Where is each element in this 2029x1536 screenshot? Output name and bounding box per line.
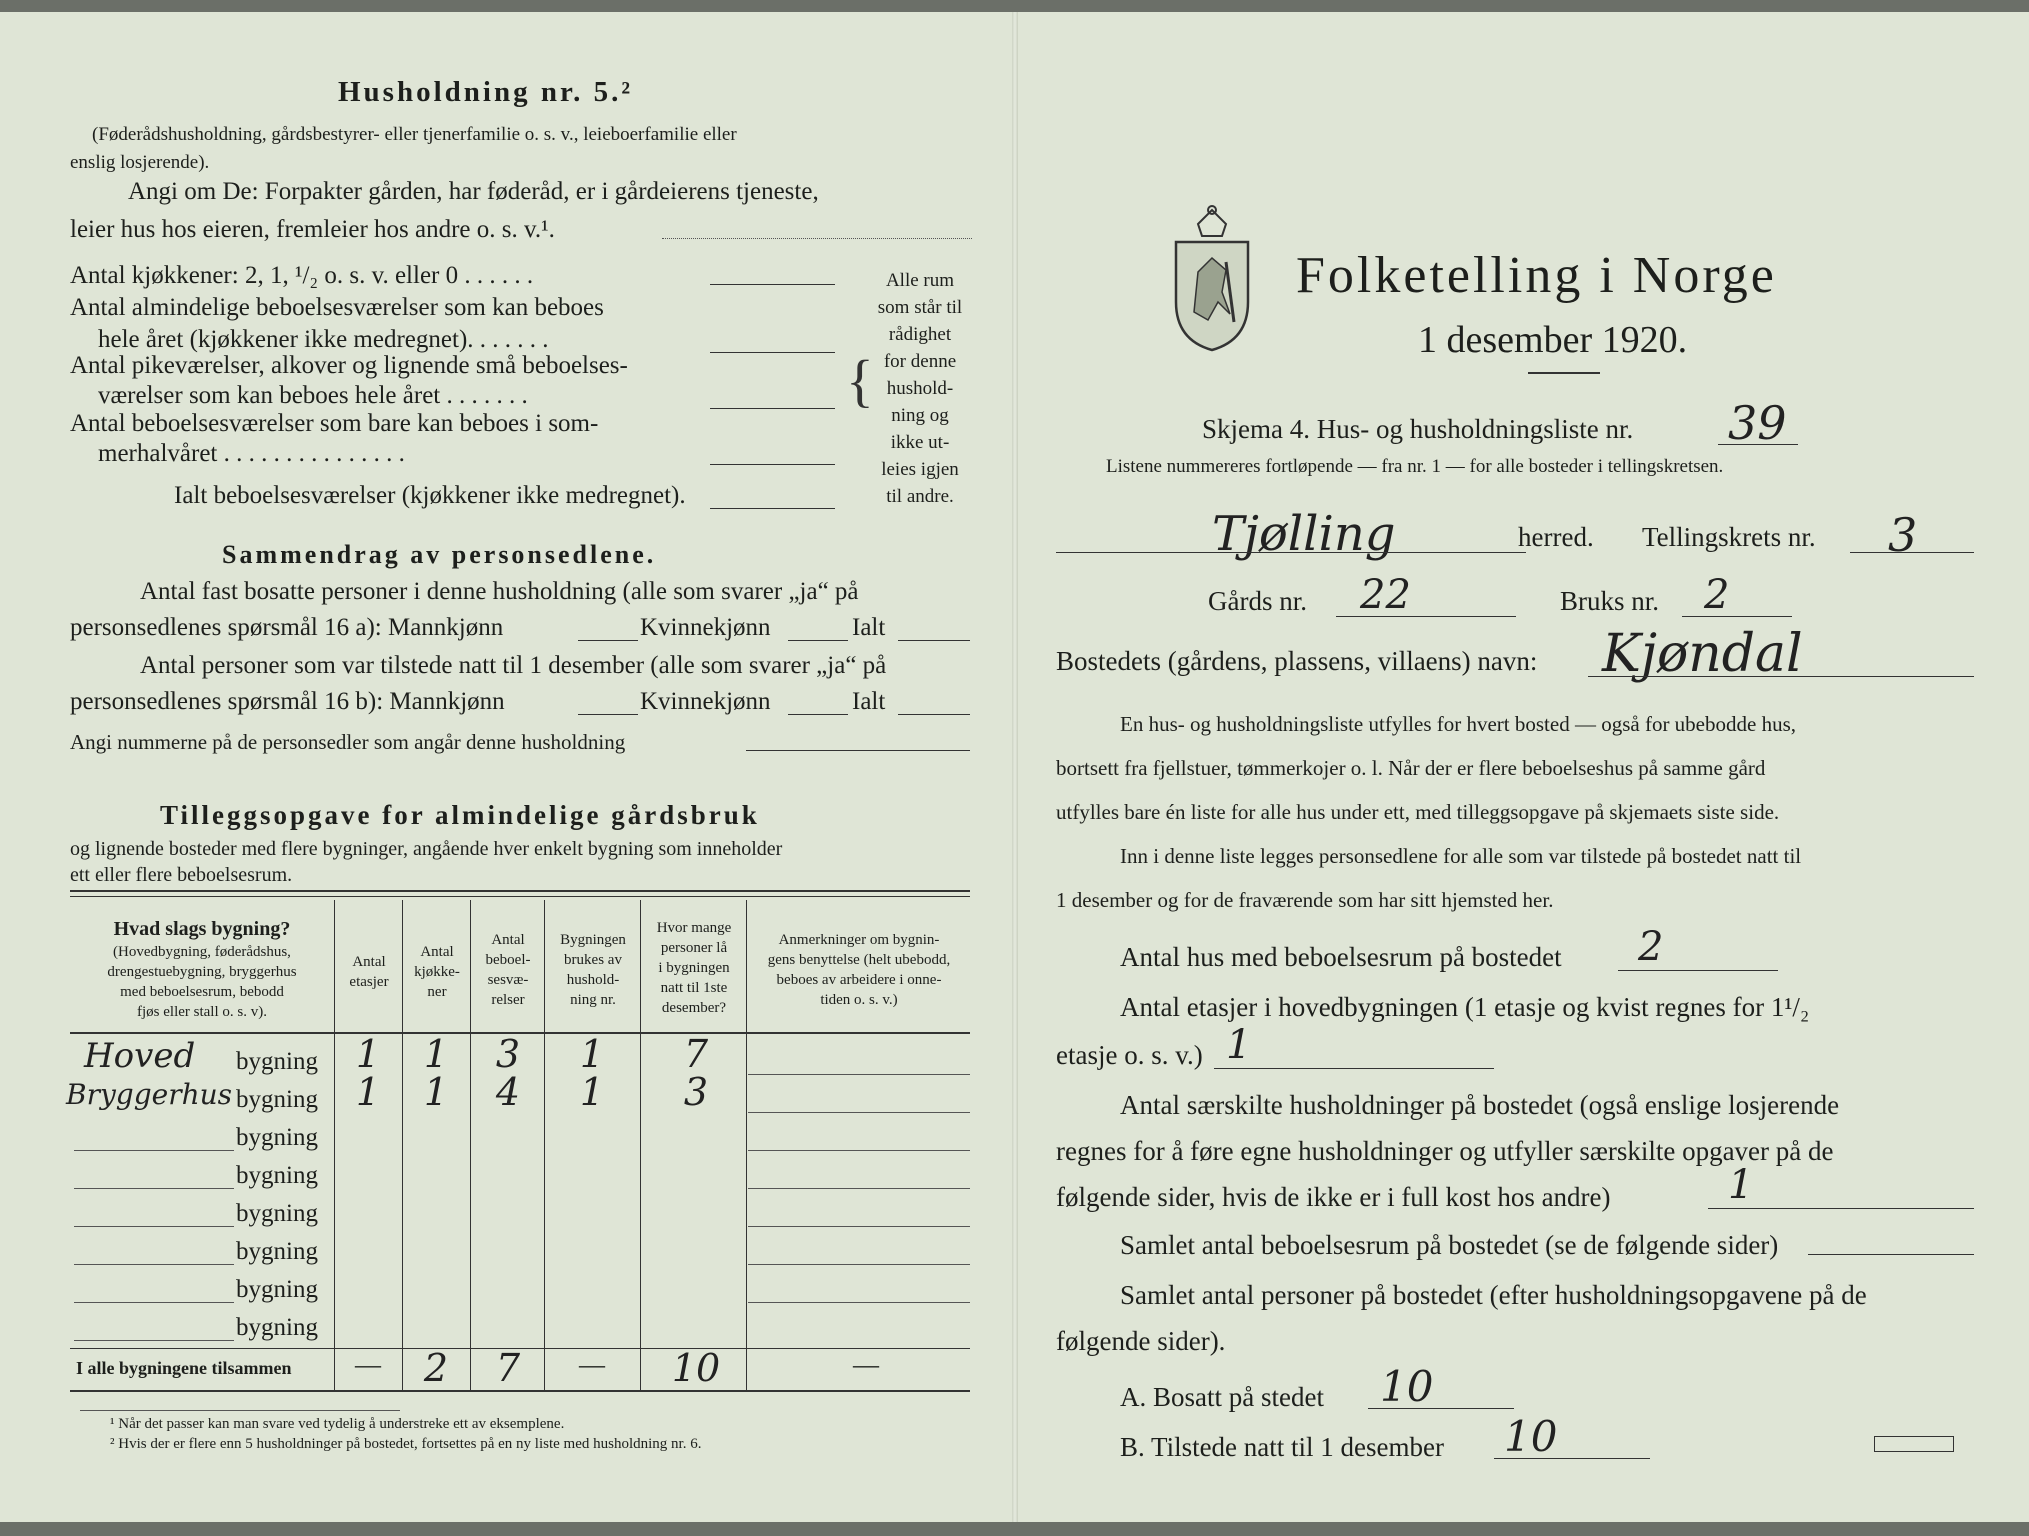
- cell-anmerkning-line[interactable]: [748, 1074, 970, 1075]
- cell-anmerkning-line[interactable]: [748, 1150, 970, 1151]
- row-building-name: Bryggerhus: [66, 1078, 233, 1111]
- q3a: Antal særskilte husholdninger på bostedet (også enslige losjerende: [1120, 1090, 1840, 1120]
- qb-value[interactable]: 10: [1504, 1412, 1558, 1461]
- cell-rom[interactable]: 4: [495, 1070, 521, 1114]
- q2b: etasje o. s. v.): [1056, 1040, 1203, 1070]
- left-page: [0, 12, 1012, 1522]
- cell-personer[interactable]: 3: [683, 1070, 709, 1114]
- row-building-suffix: bygning: [236, 1200, 318, 1227]
- gards-value[interactable]: 22: [1360, 572, 1411, 618]
- brace-note-line: ikke ut-: [890, 432, 950, 453]
- summary-1-ialt: Ialt: [852, 614, 886, 641]
- qa-line: [1368, 1408, 1514, 1409]
- cell-husholdning[interactable]: 1: [579, 1032, 605, 1076]
- row-building-suffix: bygning: [236, 1124, 318, 1151]
- col-head-line: natt til 1ste: [660, 980, 728, 996]
- col-head-line: Antal: [420, 944, 454, 960]
- cell-husholdning[interactable]: 1: [579, 1070, 605, 1114]
- angi-line-1: Angi om De: Forpakter gården, har føderåd, er i gårdeierens tjeneste,: [128, 178, 819, 205]
- q1-line: [1618, 970, 1778, 971]
- row-name-line[interactable]: [74, 1150, 234, 1151]
- rooms-total-answer-line[interactable]: [710, 508, 835, 509]
- kitchen-answer-line[interactable]: [710, 284, 835, 285]
- brace-note-line: leies igjen: [881, 459, 959, 480]
- q3-line: [1708, 1208, 1974, 1209]
- bruks-label: Bruks nr.: [1560, 586, 1660, 616]
- col-head-building-line: (Hovedbygning, føderådshus,: [113, 944, 291, 960]
- sum1-mann-line[interactable]: [578, 640, 638, 641]
- row-name-line[interactable]: [74, 1226, 234, 1227]
- row-name-line[interactable]: [74, 1264, 234, 1265]
- col-head-line: sesvæ-: [487, 972, 529, 988]
- col-head-line: beboel-: [485, 952, 531, 968]
- angi-answer-line[interactable]: [662, 238, 972, 239]
- cell-anmerkning-line[interactable]: [748, 1112, 970, 1113]
- skjema-number-line: [1718, 444, 1798, 445]
- bosted-line: [1588, 676, 1974, 677]
- qa-value[interactable]: 10: [1380, 1362, 1434, 1411]
- skjema-number[interactable]: 39: [1728, 396, 1787, 450]
- total-label: I alle bygningene tilsammen: [76, 1358, 292, 1378]
- info-2: bortsett fra fjellstuer, tømmerkojer o. l. Når der er flere beboelseshus på samme gård: [1056, 756, 1766, 780]
- summary-2b: personsedlenes spørsmål 16 b): Mannkjønn: [70, 688, 505, 715]
- col-head-building-title: Hvad slags bygning?: [113, 918, 291, 940]
- coat-of-arms-icon: [1168, 202, 1256, 357]
- col-head-line: brukes av: [564, 952, 622, 968]
- right-page: [1018, 12, 2029, 1522]
- total-rom[interactable]: 7: [495, 1346, 521, 1390]
- cell-etasjer[interactable]: 1: [355, 1032, 381, 1076]
- total-husholdning[interactable]: —: [579, 1350, 605, 1379]
- cell-kjokken[interactable]: 1: [423, 1032, 449, 1076]
- col-head-rom: [472, 930, 544, 1010]
- col-head-line: Hvor mange: [656, 920, 732, 936]
- row-building-suffix: bygning: [236, 1238, 318, 1265]
- household-title: Husholdning nr. 5.²: [338, 76, 634, 108]
- brace-note-line: Alle rum: [885, 270, 955, 291]
- col-head-kjokken: [404, 942, 470, 1002]
- title-rule: [1528, 372, 1600, 374]
- summary-3: Angi nummerne på de personsedler som angår denne husholdning: [70, 730, 626, 754]
- summary-1-kvinne: Kvinnekjønn: [640, 614, 771, 641]
- total-anmerkning[interactable]: —: [853, 1350, 879, 1379]
- q4: Samlet antal beboelsesrum på bostedet (se de følgende sider): [1120, 1230, 1779, 1260]
- row-building-suffix: bygning: [236, 1086, 318, 1113]
- info-3: utfylles bare én liste for alle hus under ett, med tilleggsopgave på skjemaets siste side.: [1056, 800, 1780, 824]
- sum2-kvinne-line[interactable]: [788, 714, 848, 715]
- household-note-1: (Føderådshusholdning, gårdsbestyrer- eller tjenerfamilie o. s. v., leieboerfamilie eller: [92, 124, 737, 145]
- col-head-line: gens benyttelse (helt ubebodd,: [767, 952, 951, 968]
- qb-line: [1494, 1458, 1650, 1459]
- cell-rom[interactable]: 3: [495, 1032, 521, 1076]
- cell-anmerkning-line[interactable]: [748, 1264, 970, 1265]
- col-head-line: kjøkke-: [414, 964, 460, 980]
- rooms-2-answer-line[interactable]: [710, 408, 835, 409]
- q3b: regnes for å føre egne husholdninger og utfyller særskilte opgaver på de: [1056, 1136, 1834, 1166]
- sum3-line[interactable]: [746, 750, 970, 751]
- col-head-line: Anmerkninger om bygnin-: [778, 932, 940, 948]
- q2a: Antal etasjer i hovedbygningen (1 etasje og kvist regnes for 1¹/₂: [1120, 992, 1810, 1022]
- footnote-2: ² Hvis der er flere enn 5 husholdninger på bostedet, fortsettes på en ny liste med husholdning nr. 6.: [110, 1436, 702, 1452]
- table-col-divider: [746, 900, 747, 1390]
- col-head-line: Antal: [491, 932, 525, 948]
- form-title: Folketelling i Norge: [1296, 247, 1777, 304]
- col-head-line: relser: [491, 992, 525, 1008]
- summary-2-kvinne: Kvinnekjønn: [640, 688, 771, 715]
- listene-note: Listene nummereres fortløpende — fra nr. 1 — for alle bosteder i tellingskretsen.: [1106, 456, 1724, 477]
- table-col-divider: [544, 900, 545, 1390]
- summary-2-ialt: Ialt: [852, 688, 886, 715]
- summary-2a: Antal personer som var tilstede natt til 1 desember (alle som svarer „ja“ på: [140, 652, 887, 679]
- rooms-3a: Antal beboelsesværelser som bare kan beboes i som-: [70, 410, 599, 437]
- info-4: Inn i denne liste legges personsedlene for alle som var tilstede på bostedet natt til: [1120, 844, 1802, 868]
- rooms-1-answer-line[interactable]: [710, 352, 835, 353]
- cell-kjokken[interactable]: 1: [423, 1070, 449, 1114]
- rooms-1a: Antal almindelige beboelsesværelser som kan beboes: [70, 294, 604, 321]
- extra-line-1: og lignende bosteder med flere bygninger, angående hver enkelt bygning som inneholder: [70, 838, 783, 860]
- angi-line-2: leier hus hos eieren, fremleier hos andre o. s. v.¹.: [70, 216, 555, 243]
- footnote-rule: [80, 1410, 400, 1411]
- bosted-value[interactable]: Kjøndal: [1602, 624, 1803, 684]
- col-head-building: [72, 916, 332, 1022]
- q5a: Samlet antal personer på bostedet (efter husholdningsopgavene på de: [1120, 1280, 1867, 1310]
- brace-note-line: ning og: [891, 405, 949, 426]
- krets-line: [1850, 552, 1974, 553]
- bruks-line: [1682, 616, 1792, 617]
- row-name-line[interactable]: [74, 1188, 234, 1189]
- table-col-divider: [334, 900, 335, 1390]
- q3-value[interactable]: 1: [1728, 1162, 1754, 1208]
- footnote-1: ¹ Når det passer kan man svare ved tydelig å understreke ett av eksemplene.: [110, 1416, 565, 1432]
- col-head-anmerkninger: [748, 930, 970, 1010]
- info-5: 1 desember og for de fraværende som har sitt hjemsted her.: [1056, 888, 1554, 912]
- cell-anmerkning-line[interactable]: [748, 1226, 970, 1227]
- q1-label: Antal hus med beboelsesrum på bostedet: [1120, 942, 1562, 972]
- extra-line-2: ett eller flere beboelsesrum.: [70, 864, 293, 886]
- bosted-label: Bostedets (gårdens, plassens, villaens) navn:: [1056, 646, 1538, 676]
- q1-value[interactable]: 2: [1638, 924, 1664, 970]
- skjema-label: Skjema 4. Hus- og husholdningsliste nr.: [1202, 414, 1634, 444]
- col-head-etasjer: [336, 952, 402, 992]
- brace-note-line: som står til: [877, 297, 963, 318]
- q3c: følgende sider, hvis de ikke er i full kost hos andre): [1056, 1182, 1611, 1212]
- total-kjokken[interactable]: 2: [423, 1346, 449, 1390]
- row-building-suffix: bygning: [236, 1162, 318, 1189]
- brace-note-line: til andre.: [886, 486, 954, 507]
- herred-label: herred.: [1518, 522, 1594, 552]
- sum2-ialt-line[interactable]: [898, 714, 970, 715]
- rooms-3-answer-line[interactable]: [710, 464, 835, 465]
- total-personer[interactable]: 10: [671, 1346, 721, 1390]
- brace-glyph: {: [846, 348, 874, 413]
- kitchen-label: Antal kjøkkener: 2, 1, ¹/₂ o. s. v. eller 0 . . . . . .: [70, 262, 534, 289]
- col-head-line: etasjer: [349, 974, 389, 990]
- col-head-building-line: drengestuebygning, bryggerhus: [107, 964, 297, 980]
- col-head-personer: [642, 918, 746, 1018]
- row-building-suffix: bygning: [236, 1314, 318, 1341]
- row-building-suffix: bygning: [236, 1276, 318, 1303]
- q2-line: [1214, 1068, 1494, 1069]
- brace-note: [870, 267, 970, 510]
- q2-value[interactable]: 1: [1226, 1022, 1252, 1068]
- table-col-divider: [402, 900, 403, 1390]
- col-head-line: beboes av arbeidere i onne-: [776, 972, 942, 988]
- brace-note-line: hushold-: [886, 378, 954, 399]
- q4-line: [1808, 1254, 1974, 1255]
- cell-etasjer[interactable]: 1: [355, 1070, 381, 1114]
- col-head-line: i bygningen: [658, 960, 730, 976]
- summary-title: Sammendrag av personsedlene.: [222, 540, 657, 569]
- qa-label: A. Bosatt på stedet: [1120, 1382, 1324, 1412]
- rooms-2a: Antal pikeværelser, alkover og lignende små beboelses-: [70, 352, 628, 379]
- census-form-sheet: [0, 12, 2029, 1522]
- herred-value[interactable]: Tjølling: [1212, 506, 1396, 562]
- extra-title: Tilleggsopgave for almindelige gårdsbruk: [160, 800, 760, 830]
- table-col-divider: [470, 900, 471, 1390]
- form-date: 1 desember 1920.: [1418, 319, 1688, 361]
- q5b: følgende sider).: [1056, 1326, 1226, 1356]
- table-top-rule: [70, 890, 970, 892]
- qb-label: B. Tilstede natt til 1 desember: [1120, 1432, 1444, 1462]
- row-building-name: Hoved: [84, 1036, 196, 1076]
- cell-personer[interactable]: 7: [683, 1032, 709, 1076]
- col-head-building-line: med beboelsesrum, bebodd: [120, 984, 284, 1000]
- krets-label: Tellingskrets nr.: [1642, 522, 1816, 552]
- summary-1a: Antal fast bosatte personer i denne husholdning (alle som svarer „ja“ på: [140, 578, 859, 605]
- row-name-line[interactable]: [74, 1340, 234, 1341]
- col-head-line: tiden o. s. v.): [820, 992, 898, 1008]
- table-col-divider: [640, 900, 641, 1390]
- col-head-line: hushold-: [566, 972, 620, 988]
- table-top-rule-2: [70, 896, 970, 897]
- sum1-ialt-line[interactable]: [898, 640, 970, 641]
- col-head-line: ner: [427, 984, 447, 1000]
- col-head-line: personer lå: [660, 940, 728, 956]
- sum2-mann-line[interactable]: [578, 714, 638, 715]
- rooms-1b: hele året (kjøkkener ikke medregnet). . . . . . .: [98, 326, 549, 353]
- col-head-building-line: fjøs eller stall o. s. v).: [137, 1004, 267, 1020]
- info-1: En hus- og husholdningsliste utfylles for hvert bosted — også for ubebodde hus,: [1120, 712, 1796, 736]
- printer-mark: [1874, 1436, 1954, 1452]
- cell-anmerkning-line[interactable]: [748, 1188, 970, 1189]
- col-head-line: Antal: [352, 954, 386, 970]
- col-head-husholdning: [546, 930, 640, 1010]
- sum1-kvinne-line[interactable]: [788, 640, 848, 641]
- gards-line: [1336, 616, 1516, 617]
- herred-line: [1056, 552, 1526, 553]
- gards-label: Gårds nr.: [1208, 586, 1307, 616]
- rooms-2b: værelser som kan beboes hele året . . . . . . .: [98, 382, 528, 409]
- col-head-line: desember?: [661, 1000, 727, 1016]
- rooms-3b: merhalvåret . . . . . . . . . . . . . . .: [98, 440, 405, 467]
- col-head-line: ning nr.: [570, 992, 616, 1008]
- summary-1b: personsedlenes spørsmål 16 a): Mannkjønn: [70, 614, 504, 641]
- table-total-rule-bottom: [70, 1390, 970, 1392]
- cell-anmerkning-line[interactable]: [748, 1302, 970, 1303]
- rooms-total-label: Ialt beboelsesværelser (kjøkkener ikke medregnet).: [174, 482, 686, 509]
- brace-note-line: for denne: [883, 351, 957, 372]
- household-note-2: enslig losjerende).: [70, 152, 210, 173]
- brace-note-line: rådighet: [888, 324, 952, 345]
- krets-value[interactable]: 3: [1888, 508, 1918, 562]
- row-name-line[interactable]: [74, 1302, 234, 1303]
- total-etasjer[interactable]: —: [355, 1350, 381, 1379]
- row-building-suffix: bygning: [236, 1048, 318, 1075]
- bruks-value[interactable]: 2: [1704, 572, 1730, 618]
- col-head-line: Bygningen: [560, 932, 626, 948]
